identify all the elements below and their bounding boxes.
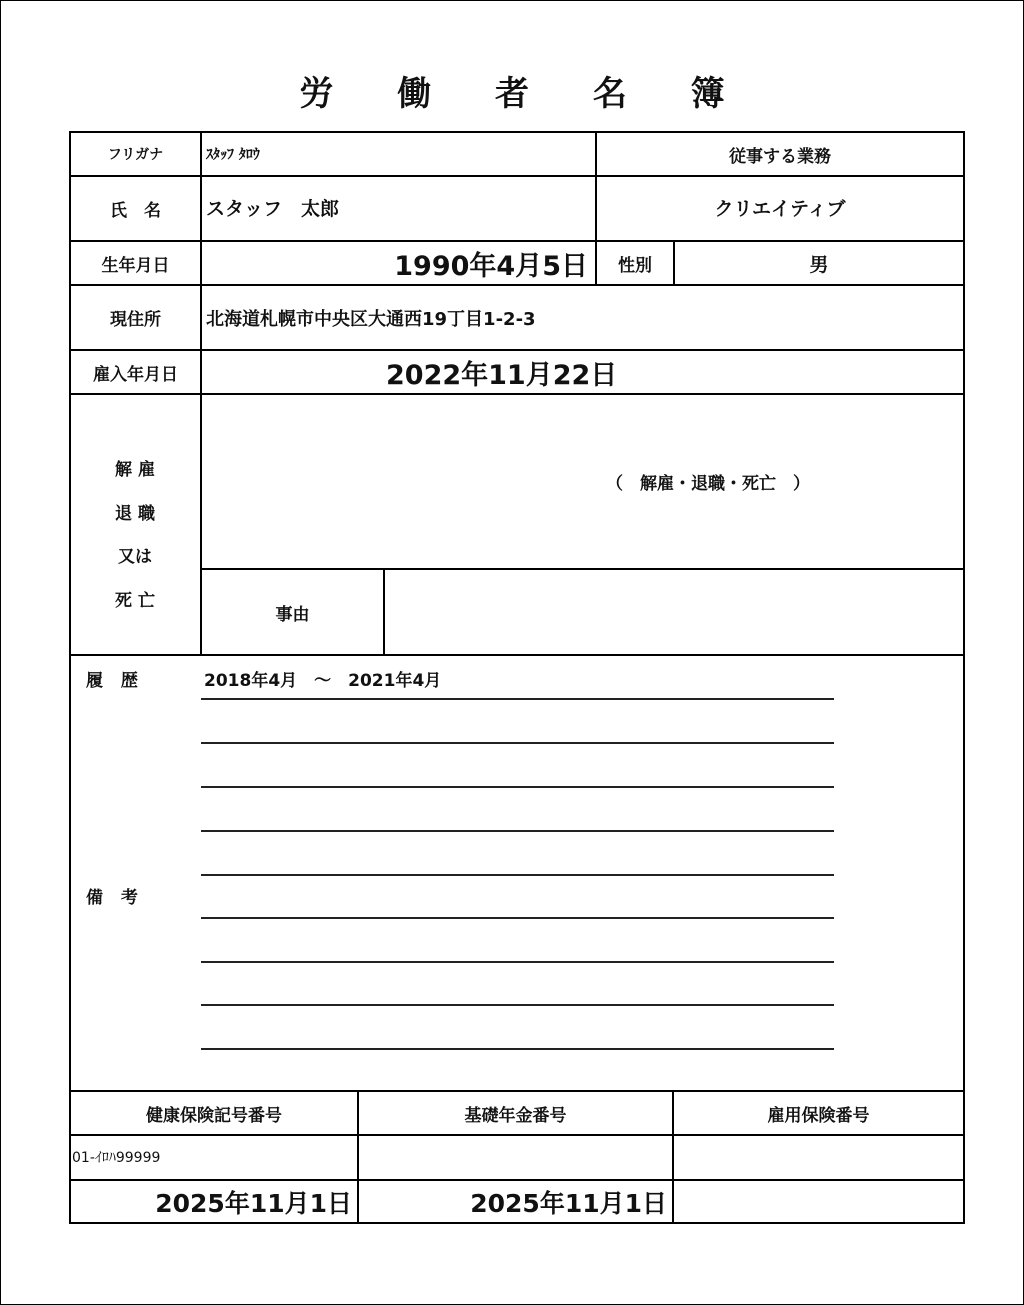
address-label: 現住所	[110, 310, 161, 330]
termination-label-3: 又は	[118, 547, 152, 567]
hire-date-value: 2022年11月22日	[386, 359, 618, 391]
ruled-line	[201, 961, 834, 963]
employment-insurance-number	[677, 1136, 961, 1178]
remarks-label: 備 考	[86, 887, 144, 908]
furigana-label: フリガナ	[107, 147, 164, 163]
hire-date-label: 雇入年月日	[93, 364, 178, 385]
pension-label: 基礎年金番号	[464, 1105, 567, 1126]
pension-date: 2025年11月1日	[470, 1188, 667, 1218]
termination-label-1: 解 雇	[115, 460, 155, 480]
table-border-right	[963, 131, 965, 1224]
ruled-line	[201, 1004, 834, 1006]
ruled-line	[201, 917, 834, 919]
divider	[383, 568, 385, 656]
duty-value: クリエイティブ	[714, 197, 846, 220]
duty-label: 従事する業務	[729, 146, 831, 167]
address-value: 北海道札幌市中央区大通西19丁目1-2-3	[206, 308, 536, 330]
table-border-bottom	[69, 1222, 965, 1224]
termination-options: （ 解雇・退職・死亡 ）	[606, 473, 810, 494]
divider	[69, 393, 965, 395]
gender-label: 性別	[618, 255, 652, 276]
birth-value: 1990年4月5日	[394, 250, 588, 282]
termination-label-4: 死 亡	[115, 591, 155, 611]
termination-label-2: 退 職	[115, 504, 155, 524]
birth-label: 生年月日	[101, 255, 170, 276]
employment-insurance-date	[674, 1181, 958, 1222]
page-title: 労 働 者 名 簿	[299, 74, 751, 114]
furigana-value: ｽﾀｯﾌ ﾀﾛｳ	[206, 147, 260, 163]
health-insurance-number: 01-ｲﾛﾊ99999	[72, 1150, 161, 1166]
ruled-line	[201, 742, 834, 744]
employment-insurance-label: 雇用保険番号	[767, 1105, 870, 1126]
ruled-line	[201, 1048, 834, 1050]
gender-value: 男	[809, 253, 829, 276]
pension-number	[362, 1136, 670, 1178]
ruled-line	[201, 874, 834, 876]
divider	[69, 654, 965, 656]
ruled-line	[201, 830, 834, 832]
ruled-line	[201, 786, 834, 788]
history-entry: 2018年4月 ～ 2021年4月	[204, 670, 442, 691]
name-value: スタッフ 太郎	[206, 197, 340, 220]
health-insurance-label: 健康保険記号番号	[146, 1105, 282, 1126]
ruled-line	[201, 698, 834, 700]
reason-value	[392, 570, 962, 654]
history-label: 履 歴	[86, 670, 144, 691]
name-label: 氏 名	[110, 201, 161, 221]
reason-label: 事由	[275, 604, 310, 625]
health-insurance-date: 2025年11月1日	[155, 1188, 352, 1218]
